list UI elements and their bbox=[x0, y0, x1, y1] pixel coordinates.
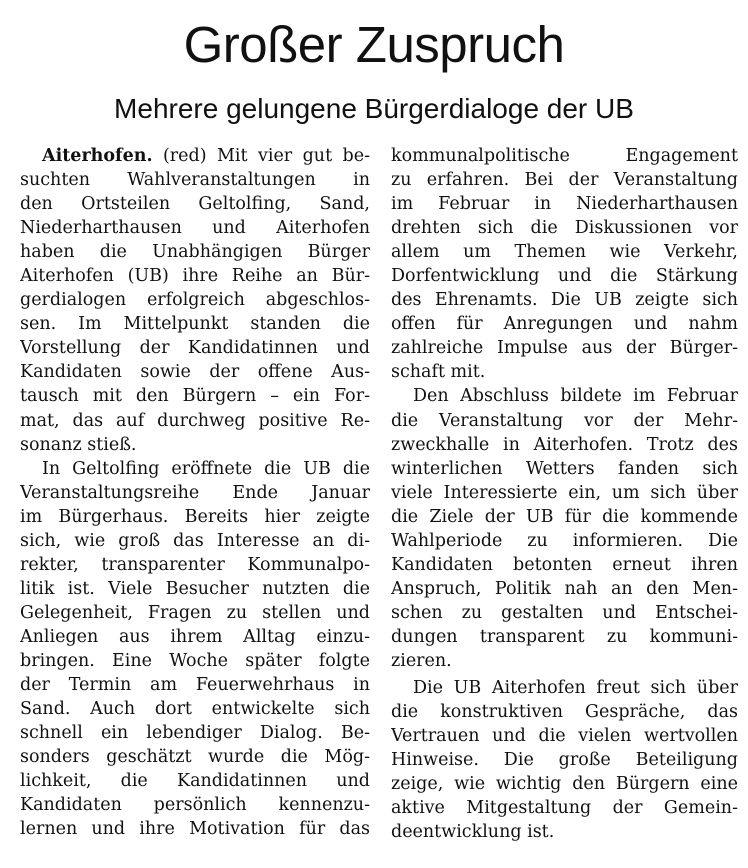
article-line: Aiterhofen. (red) Mit vier gut be- bbox=[42, 146, 370, 166]
article-line: schnell ein lebendiger Dialog. Be- bbox=[20, 723, 370, 744]
article-line: Anliegen aus ihrem Alltag einzu- bbox=[20, 626, 370, 647]
article-line: sen. Im Mittelpunkt standen die bbox=[20, 314, 370, 335]
article-line: litik ist. Viele Besucher nutzten die bbox=[20, 578, 370, 599]
dateline: Aiterhofen. bbox=[42, 146, 153, 166]
article-line: Sand. Auch dort entwickelte sich bbox=[20, 699, 370, 720]
article-line: gerdialogen erfolgreich abgeschlos- bbox=[20, 290, 370, 311]
article-line: haben die Unabhängigen Bürger bbox=[20, 242, 370, 263]
article-line: Vertrauen und die vielen wertvollen bbox=[391, 726, 738, 747]
article-line: Kandidaten persönlich kennenzu- bbox=[20, 795, 370, 816]
article-line: die Veranstaltung vor der Mehr- bbox=[391, 410, 738, 431]
article-line: sich, wie groß das Interesse an di- bbox=[20, 530, 370, 551]
article-line: die Ziele der UB für die kommende bbox=[391, 506, 738, 527]
article-line: winterlichen Wetters fanden sich bbox=[391, 458, 738, 479]
article-line: die konstruktiven Gespräche, das bbox=[391, 702, 738, 723]
headline: Großer Zuspruch bbox=[183, 16, 565, 73]
article-line: deentwicklung ist. bbox=[391, 822, 555, 843]
article-line: sonanz stieß. bbox=[20, 434, 137, 455]
article-line: Vorstellung der Kandidatinnen und bbox=[20, 338, 370, 359]
article-line: tausch mit den Bürgern – ein For- bbox=[20, 386, 370, 407]
article-line: rekter, transparenter Kommunalpo- bbox=[20, 554, 370, 575]
article-line: drehten sich die Diskussionen vor bbox=[391, 218, 738, 239]
article-line: viele Interessierte ein, um sich über bbox=[391, 482, 738, 503]
article-line: zu erfahren. Bei der Veranstaltung bbox=[391, 170, 738, 191]
article-line: Kandidaten betonten erneut ihren bbox=[391, 554, 738, 575]
article-line: sonders geschätzt wurde die Mög- bbox=[20, 747, 370, 768]
article-line: Den Abschluss bildete im Februar bbox=[413, 386, 738, 407]
article-column-right bbox=[391, 144, 738, 844]
article-line: Niederharthausen und Aiterhofen bbox=[20, 218, 370, 239]
article-line: im Februar in Niederharthausen bbox=[391, 194, 738, 215]
article-line: des Ehrenamts. Die UB zeigte sich bbox=[391, 290, 738, 311]
article-line: Die UB Aiterhofen freut sich über bbox=[413, 678, 738, 699]
article-line: im Bürgerhaus. Bereits hier zeigte bbox=[20, 506, 370, 527]
article-line: allem um Themen wie Verkehr, bbox=[391, 242, 738, 263]
article-line: Kandidaten sowie der offene Aus- bbox=[20, 362, 370, 383]
article-line: Dorfentwicklung und die Stärkung bbox=[391, 266, 738, 287]
article-line: bringen. Eine Woche später folgte bbox=[20, 650, 370, 671]
article-line: lernen und ihre Motivation für das bbox=[20, 819, 370, 840]
article-line: Hinweise. Die große Beteiligung bbox=[391, 750, 738, 771]
article-line: schaft mit. bbox=[391, 362, 486, 383]
article-line: offen für Anregungen und nahm bbox=[391, 314, 738, 335]
article-line: mat, das auf durchweg positive Re- bbox=[20, 410, 370, 431]
article-line: zieren. bbox=[391, 650, 452, 671]
article-line: Veranstaltungsreihe Ende Januar bbox=[20, 482, 370, 503]
article-line: dungen transparent zu kommuni- bbox=[391, 626, 738, 647]
article-line: In Geltolfing eröffnete die UB die bbox=[42, 458, 370, 479]
subheadline: Mehrere gelungene Bürgerdialoge der UB bbox=[114, 93, 634, 124]
article-line: Anspruch, Politik nah an den Men- bbox=[391, 578, 738, 599]
article-line: zeige, wie wichtig den Bürgern eine bbox=[391, 774, 738, 795]
article-line: zahlreiche Impulse aus der Bürger- bbox=[391, 338, 738, 359]
article-column-left bbox=[20, 144, 370, 841]
article-line: Aiterhofen (UB) ihre Reihe an Bür- bbox=[20, 266, 370, 287]
article-line: Wahlperiode zu informieren. Die bbox=[391, 530, 738, 551]
article-line: den Ortsteilen Geltolfing, Sand, bbox=[20, 194, 370, 215]
article-line: lichkeit, die Kandidatinnen und bbox=[20, 771, 370, 792]
article-line: suchten Wahlveranstaltungen in bbox=[20, 170, 370, 191]
article-line: kommunalpolitische Engagement bbox=[391, 146, 738, 166]
article-line: aktive Mitgestaltung der Gemein- bbox=[391, 798, 738, 819]
article-line: schen zu gestalten und Entschei- bbox=[391, 602, 738, 623]
article-line: der Termin am Feuerwehrhaus in bbox=[20, 675, 370, 696]
article-line: Gelegenheit, Fragen zu stellen und bbox=[20, 602, 370, 623]
article-line: zweckhalle in Aiterhofen. Trotz des bbox=[391, 434, 738, 455]
